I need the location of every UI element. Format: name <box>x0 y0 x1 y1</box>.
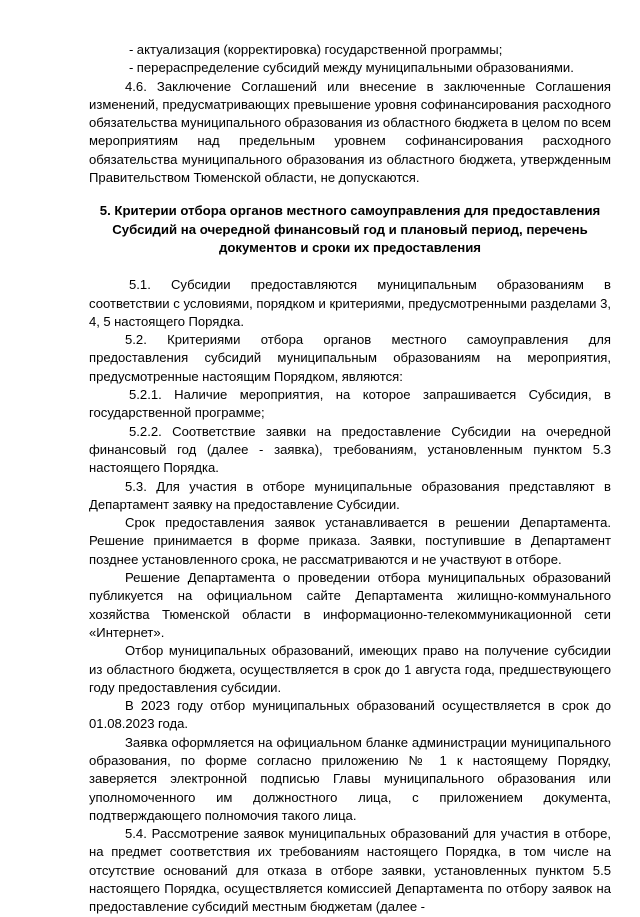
list-item: - актуализация (корректировка) государственной программы; <box>129 42 503 57</box>
paragraph: Отбор муниципальных образований, имеющих право на получение субсидии из областного бюджета, осуществляется в срок до 1 августа года, предшествующего году предоставления субсидии. <box>89 643 611 695</box>
paragraph-4-6: 4.6. Заключение Соглашений или внесение в заключенные Соглашения изменений, предусматривающих превышение уровня софинансирования расходного обязательства муниципального образования из областного бюджета в целом по всем мероприятиям над предельным уровнем софинансирования расходного обязательства муниципального образования из областного бюджета, утвержденным Правительством Тюменской области, не допускаются. <box>89 78 611 186</box>
section-heading: 5. Критерии отбора органов местного самоуправления для предоставления Субсидий на очередной финансовый год и плановый период, перечень документов и сроки их предоставления <box>99 203 601 255</box>
list-item: - перераспределение субсидий между муниципальными образованиями. <box>129 60 574 76</box>
paragraph: Срок предоставления заявок устанавливается в решении Департамента. Решение принимается в форме приказа. Заявки, поступившие в Департамент позднее установленного срока, не рассматриваются и не участвуют в отборе. <box>89 515 611 567</box>
paragraph: Решение Департамента о проведении отбора муниципальных образований публикуется на официальном сайте Департамента жилищно-коммунального хозяйства Тюменской области в информационно-телекоммуникационной сети «Интернет». <box>89 570 611 640</box>
paragraph: В 2023 году отбор муниципальных образований осуществляется в срок до 01.08.2023 года. <box>89 698 611 732</box>
paragraph-5-2-2: 5.2.2. Соответствие заявки на предоставление Субсидии на очередной финансовый год (далее - заявка), требованиям, установленным пунктом 5.3 настоящего Порядка. <box>89 423 611 476</box>
document-page <box>89 41 611 917</box>
paragraph: Заявка оформляется на официальном бланке администрации муниципального образования, по форме согласно приложению № 1 к настоящему Порядку, заверяется электронной подписью Главы муниципального образования или уполномоченного им должностного лица, с приложением документа, подтверждающего полномочия такого лица. <box>89 734 611 823</box>
paragraph-5-1: 5.1. Субсидии предоставляются муниципальным образованиям в соответствии с условиями, порядком и критериями, предусмотренными разделами 3, 4, 5 настоящего Порядка. <box>89 277 611 329</box>
paragraph-5-2-1: 5.2.1. Наличие мероприятия, на которое запрашивается Субсидия, в государственной программе; <box>89 387 611 421</box>
paragraph-5-4: 5.4. Рассмотрение заявок муниципальных образований для участия в отборе, на предмет соответствия их требованиям настоящего Порядка, в том числе на отсутствие оснований для отказа в отборе заявки, установленных пунктом 5.5 настоящего Порядка, осуществляется комиссией Департамента по отбору заявок на предоставление субсидий местным бюджетам (далее - <box>89 826 611 915</box>
paragraph-5-3: 5.3. Для участия в отборе муниципальные образования представляют в Департамент заявку на предоставление Субсидии. <box>89 478 611 512</box>
paragraph-5-2: 5.2. Критериями отбора органов местного самоуправления для предоставления субсидий муниципальным образованиям на мероприятия, предусмотренные настоящим Порядком, являются: <box>89 332 611 384</box>
